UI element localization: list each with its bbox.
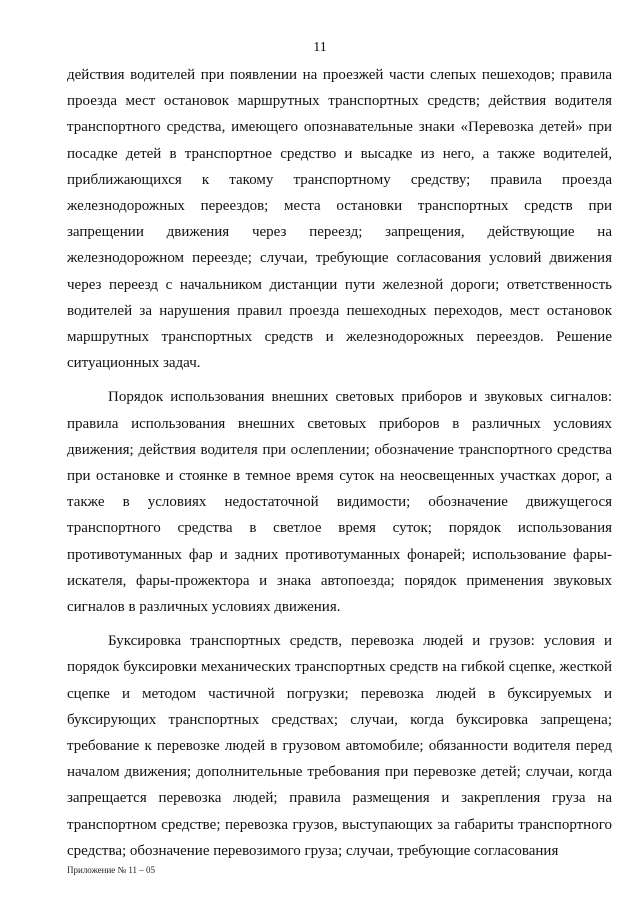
footer-appendix-label: Приложение № 11 – 05 bbox=[67, 865, 156, 875]
paragraph-lights-signals: Порядок использования внешних световых приборов и звуковых сигналов: правила использования внешних световых приборов в различных условиях движения; действия водителя при ослеплении; обозначение транспортного средства при остановке и стоянке в темное время суток на неосвещенных участках дорог, а также в условиях недостаточной видимости; обозначение движущегося транспортного средства в светлое время суток; порядок использования противотуманных фар и задних противотуманных фонарей; использование фары-искателя, фары-прожектора и знака автопоезда; порядок применения звуковых сигналов в различных условиях движения. bbox=[67, 389, 612, 616]
document-body bbox=[67, 62, 612, 864]
paragraph-towing-transport: Буксировка транспортных средств, перевозка людей и грузов: условия и порядок буксировки механических транспортных средств на гибкой сцепке, жесткой сцепке и методом частичной погрузки; перевозка людей в буксируемых и буксирующих транспортных средствах; случаи, когда буксировка запрещена; требование к перевозке людей в грузовом автомобиле; обязанности водителя перед началом движения; дополнительные требования при перевозке детей; случаи, когда запрещается перевозка людей; правила размещения и закрепления груза на транспортном средстве; перевозка грузов, выступающих за габариты транспортного средства; обозначение перевозимого груза; случаи, требующие согласования bbox=[67, 633, 612, 859]
page-number: 11 bbox=[313, 40, 327, 55]
paragraph-traffic-rules: действия водителей при появлении на проезжей части слепых пешеходов; правила проезда мест остановок маршрутных транспортных средств; действия водителя транспортного средства, имеющего опознавательные знаки «Перевозка детей» при посадке детей в транспортное средство и высадке из него, а также водителей, приближающихся к такому транспортному средству; правила проезда железнодорожных переездов; места остановки транспортных средств при запрещении движения через переезд; запрещения, действующие на железнодорожном переезде; случаи, требующие согласования условий движения через переезд с начальником дистанции пути железной дороги; ответственность водителей за нарушения правил проезда пешеходных переходов, мест остановок маршрутных транспортных средств и железнодорожных переездов. Решение ситуационных задач. bbox=[67, 67, 612, 372]
